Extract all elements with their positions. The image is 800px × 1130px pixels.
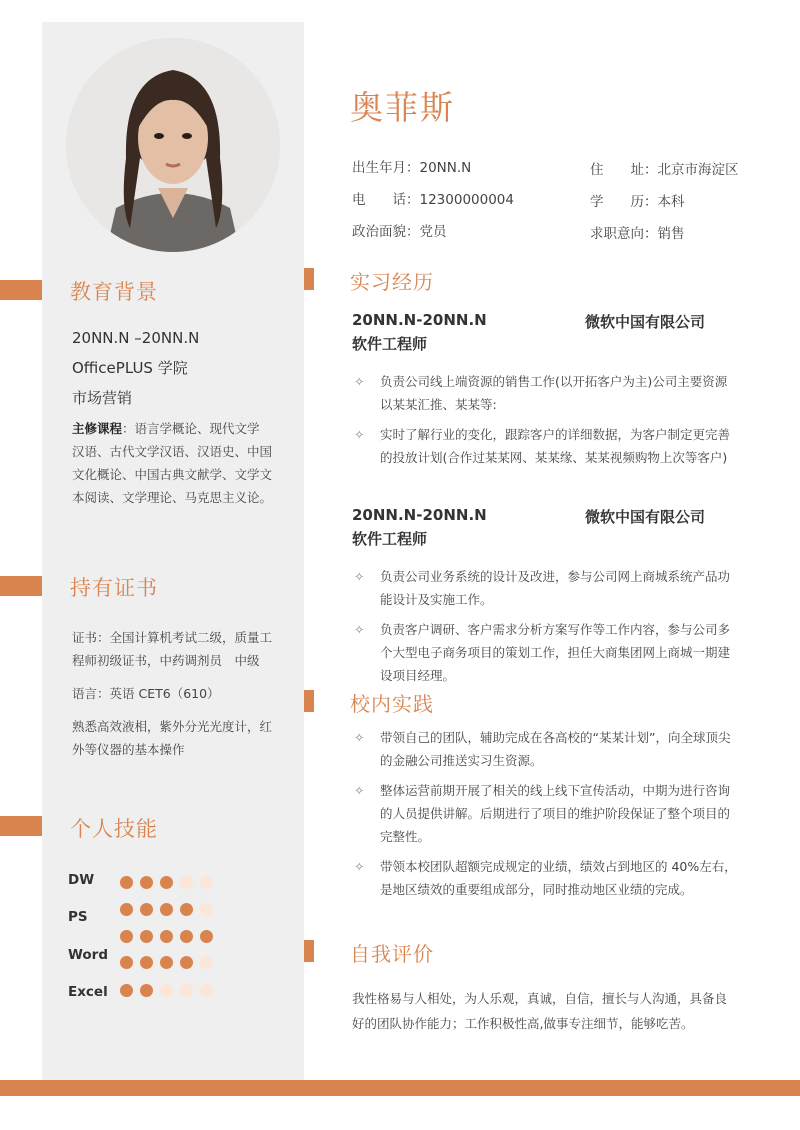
skill-dots [120, 903, 213, 916]
bullet-text: 实时了解行业的变化，跟踪客户的详细数据，为客户制定更完善的投放计划(合作过某某网、某某缘、某某视频购物上次等客户) [380, 427, 731, 465]
skill-row [68, 982, 118, 1002]
skill-dot [180, 956, 193, 969]
job-company: 微软中国有限公司 [585, 508, 706, 526]
skill-dot [160, 930, 173, 943]
education-info [72, 323, 272, 509]
accent-bar [0, 280, 42, 300]
skill-dots [120, 930, 213, 943]
courses-label: 主修课程 [72, 421, 123, 436]
info-value: 20NN.N [419, 160, 472, 176]
skill-dots [120, 876, 213, 889]
bullet-text: 负责公司业务系统的设计及改进，参与公司网上商城系统产品功能设计及实施工作。 [380, 569, 731, 607]
skills-title: 个人技能 [70, 817, 158, 841]
skill-dot [160, 956, 173, 969]
diamond-icon: ✧ [354, 859, 365, 874]
info-label: 求职意向： [590, 226, 658, 242]
list-item [352, 618, 737, 687]
accent-bar [304, 268, 314, 290]
bullet-text: 整体运营前期开展了相关的线上线下宣传活动，中期为进行咨询的人员提供讲解。后期进行了项目的维护阶段保证了整个项目的完整性。 [380, 783, 731, 844]
diamond-icon: ✧ [354, 374, 365, 389]
list-item [352, 370, 737, 416]
skill-row [68, 945, 118, 965]
certificates-title: 持有证书 [70, 576, 158, 600]
skill-dot [120, 930, 133, 943]
education-major: 市场营销 [72, 389, 133, 407]
info-value: 12300000004 [419, 192, 514, 208]
profile-photo [66, 38, 280, 252]
accent-bar [304, 690, 314, 712]
skill-dot [140, 956, 153, 969]
skill-dot [140, 930, 153, 943]
skill-dot [160, 903, 173, 916]
bullet-text: 带领自己的团队，辅助完成在各高校的“某某计划”，向全球顶尖的金融公司推送实习生资源。 [380, 730, 731, 768]
campus-bullets [352, 726, 737, 908]
skill-dot [180, 984, 193, 997]
info-value: 销售 [657, 226, 685, 242]
skill-name: DW [68, 872, 95, 888]
bullet-text: 负责公司线上端资源的销售工作(以开拓客户为主)公司主要资源以某某汇推、某某等: [380, 374, 728, 412]
education-period: 20NN.N –20NN.N [72, 329, 200, 347]
bullet-text: 负责客户调研、客户需求分析方案写作等工作内容，参与公司多个大型电子商务项目的策划工作，担任大商集团网上商城一期建设项目经理。 [380, 622, 731, 683]
skill-dot [180, 903, 193, 916]
certificate-item: 证书：全国计算机考试二级，质量工程师初级证书，中药调剂员 中级 [72, 630, 273, 668]
skill-dot [200, 903, 213, 916]
info-phone [352, 188, 514, 208]
info-value: 党员 [419, 224, 447, 240]
skill-dots [120, 984, 213, 997]
job-bullets [352, 565, 737, 694]
job-date: 20NN.N-20NN.N [352, 506, 487, 524]
skill-dot [160, 876, 173, 889]
skill-dot [200, 930, 213, 943]
education-courses [72, 417, 272, 509]
info-label: 学 历： [590, 194, 658, 210]
info-value: 本科 [657, 194, 685, 210]
diamond-icon: ✧ [354, 622, 365, 637]
job-role: 软件工程师 [352, 530, 428, 548]
certificates-list [72, 626, 272, 771]
list-item [352, 726, 737, 772]
skill-dot [120, 984, 133, 997]
internship-title: 实习经历 [350, 270, 434, 294]
info-address [590, 158, 739, 178]
job-company: 微软中国有限公司 [585, 313, 706, 331]
skill-dot [200, 984, 213, 997]
accent-bar [304, 940, 314, 962]
certificate-item: 语言：英语 CET6（610） [72, 686, 220, 701]
info-birth [352, 156, 471, 176]
skill-dot [200, 876, 213, 889]
skill-dot [160, 984, 173, 997]
bullet-text: 带领本校团队超额完成规定的业绩，绩效占到地区的 40%左右，是地区绩效的重要组成部分，同时推动地区业绩的完成。 [380, 859, 737, 897]
skill-dot [200, 956, 213, 969]
list-item [352, 779, 737, 848]
courses-text: ：语言学概论、现代文学汉语、古代文学汉语、汉语史、中国文化概论、中国古典文献学、文学文本阅读、文学理论、马克思主义论。 [72, 421, 273, 505]
diamond-icon: ✧ [354, 569, 365, 584]
skill-dot [180, 930, 193, 943]
accent-bar [0, 576, 42, 596]
info-label: 出生年月： [352, 160, 420, 176]
self-eval-title: 自我评价 [350, 942, 434, 966]
skill-row [68, 907, 118, 927]
job-date: 20NN.N-20NN.N [352, 311, 487, 329]
info-label: 电 话： [352, 192, 420, 208]
candidate-name: 奥菲斯 [350, 88, 455, 127]
list-item [352, 855, 737, 901]
skill-dot [180, 876, 193, 889]
skill-dot [120, 903, 133, 916]
skill-dot [120, 876, 133, 889]
skill-dot [140, 903, 153, 916]
diamond-icon: ✧ [354, 730, 365, 745]
job-bullets [352, 370, 737, 476]
info-politics [352, 220, 447, 240]
self-eval-text: 我性格易与人相处，为人乐观，真诚，自信，擅长与人沟通，具备良好的团队协作能力；工作积极性高,做事专注细节，能够吃苦。 [352, 991, 728, 1031]
campus-title: 校内实践 [350, 692, 434, 716]
info-label: 住 址： [590, 162, 658, 178]
info-value: 北京市海淀区 [657, 162, 739, 178]
skill-dots [120, 956, 213, 969]
skill-dot [140, 876, 153, 889]
certificate-item: 熟悉高效液相，紫外分光光度计，红外等仪器的基本操作 [72, 719, 273, 757]
info-degree [590, 190, 685, 210]
skill-row [68, 870, 118, 890]
skill-name: PS [68, 909, 88, 925]
skill-name: Excel [68, 984, 108, 1000]
skill-dot [140, 984, 153, 997]
education-school: OfficePLUS 学院 [72, 359, 188, 377]
list-item [352, 565, 737, 611]
job-role: 软件工程师 [352, 335, 428, 353]
list-item [352, 423, 737, 469]
skill-name: Word [68, 947, 109, 963]
info-intent [590, 222, 685, 242]
bottom-bar [0, 1080, 800, 1096]
education-title: 教育背景 [70, 280, 158, 304]
info-label: 政治面貌： [352, 224, 420, 240]
diamond-icon: ✧ [354, 783, 365, 798]
accent-bar [0, 816, 42, 836]
diamond-icon: ✧ [354, 427, 365, 442]
skill-dot [120, 956, 133, 969]
